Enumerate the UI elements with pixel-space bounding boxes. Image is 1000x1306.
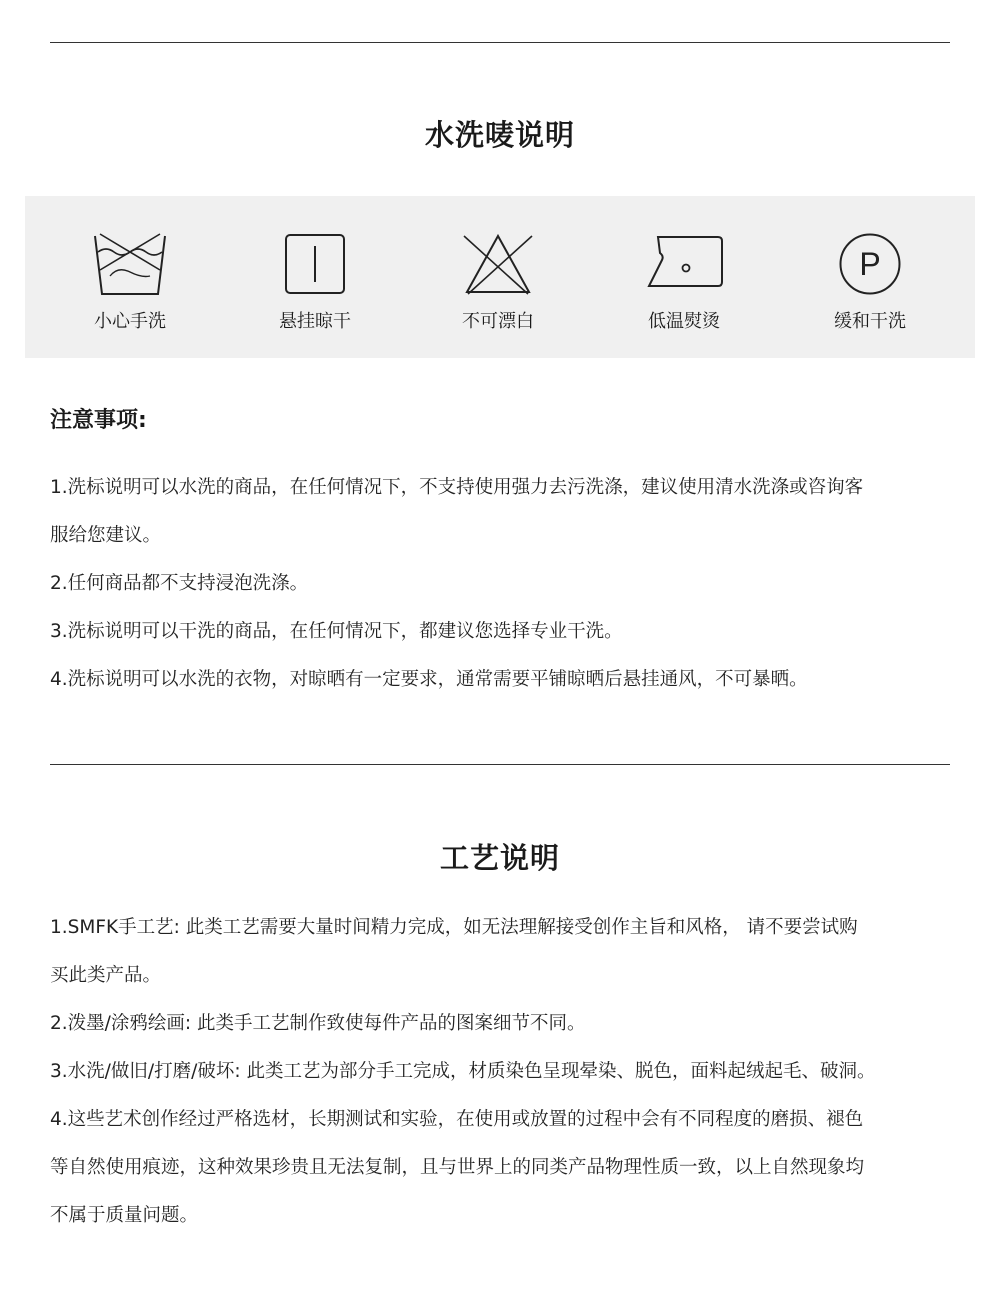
care-label-iron-low: 低温熨烫 — [648, 311, 720, 332]
wash-note-line: 2.任何商品都不支持浸泡洗涤。 — [50, 573, 309, 594]
wash-label-title: 水洗唛说明 — [424, 118, 575, 152]
hang-dry-icon — [275, 232, 355, 296]
care-icons-band — [25, 196, 975, 358]
craft-title: 工艺说明 — [439, 841, 560, 875]
top-divider — [50, 42, 950, 43]
craft-line: 2.泼墨/涂鸦绘画: 此类手工艺制作致使每件产品的图案细节不同。 — [50, 1013, 586, 1034]
care-item-hand-wash — [55, 196, 205, 358]
craft-line: 买此类产品。 — [50, 965, 162, 986]
care-label-no-bleach: 不可漂白 — [462, 311, 534, 332]
hand-wash-icon — [90, 232, 170, 296]
care-item-dry-clean — [795, 196, 945, 358]
dry-clean-p-icon — [830, 232, 910, 296]
wash-note-line: 服给您建议。 — [50, 525, 162, 546]
section-divider — [50, 764, 950, 765]
craft-line: 等自然使用痕迹，这种效果珍贵且无法复制，且与世界上的同类产品物理性质一致，以上自然现象均 — [50, 1157, 865, 1178]
no-bleach-icon — [458, 232, 538, 296]
craft-line: 3.水洗/做旧/打磨/破坏: 此类工艺为部分手工完成，材质染色呈现晕染、脱色，面料起绒起毛、破洞。 — [50, 1061, 876, 1082]
notes-heading: 注意事项: — [50, 408, 147, 433]
care-item-hang-dry — [240, 196, 390, 358]
dry-clean-glyph: P — [859, 246, 881, 282]
wash-note-line: 4.洗标说明可以水洗的衣物，对晾晒有一定要求，通常需要平铺晾晒后悬挂通风，不可暴晒。 — [50, 669, 808, 690]
care-label-hang-dry: 悬挂晾干 — [279, 311, 351, 332]
care-label-dry-clean: 缓和干洗 — [834, 311, 906, 332]
iron-low-icon — [644, 232, 724, 296]
care-item-iron-low — [609, 196, 759, 358]
wash-note-line: 1.洗标说明可以水洗的商品，在任何情况下，不支持使用强力去污洗涤，建议使用清水洗涤或咨询客 — [50, 477, 864, 498]
craft-line: 4.这些艺术创作经过严格选材，长期测试和实验，在使用或放置的过程中会有不同程度的磨损、褪色 — [50, 1109, 864, 1130]
craft-line: 1.SMFK手工艺: 此类工艺需要大量时间精力完成，如无法理解接受创作主旨和风格， 请不要尝试购 — [50, 917, 858, 938]
craft-line: 不属于质量问题。 — [50, 1205, 199, 1226]
wash-note-line: 3.洗标说明可以干洗的商品，在任何情况下，都建议您选择专业干洗。 — [50, 621, 623, 642]
care-label-hand-wash: 小心手洗 — [94, 311, 166, 332]
care-item-no-bleach — [423, 196, 573, 358]
